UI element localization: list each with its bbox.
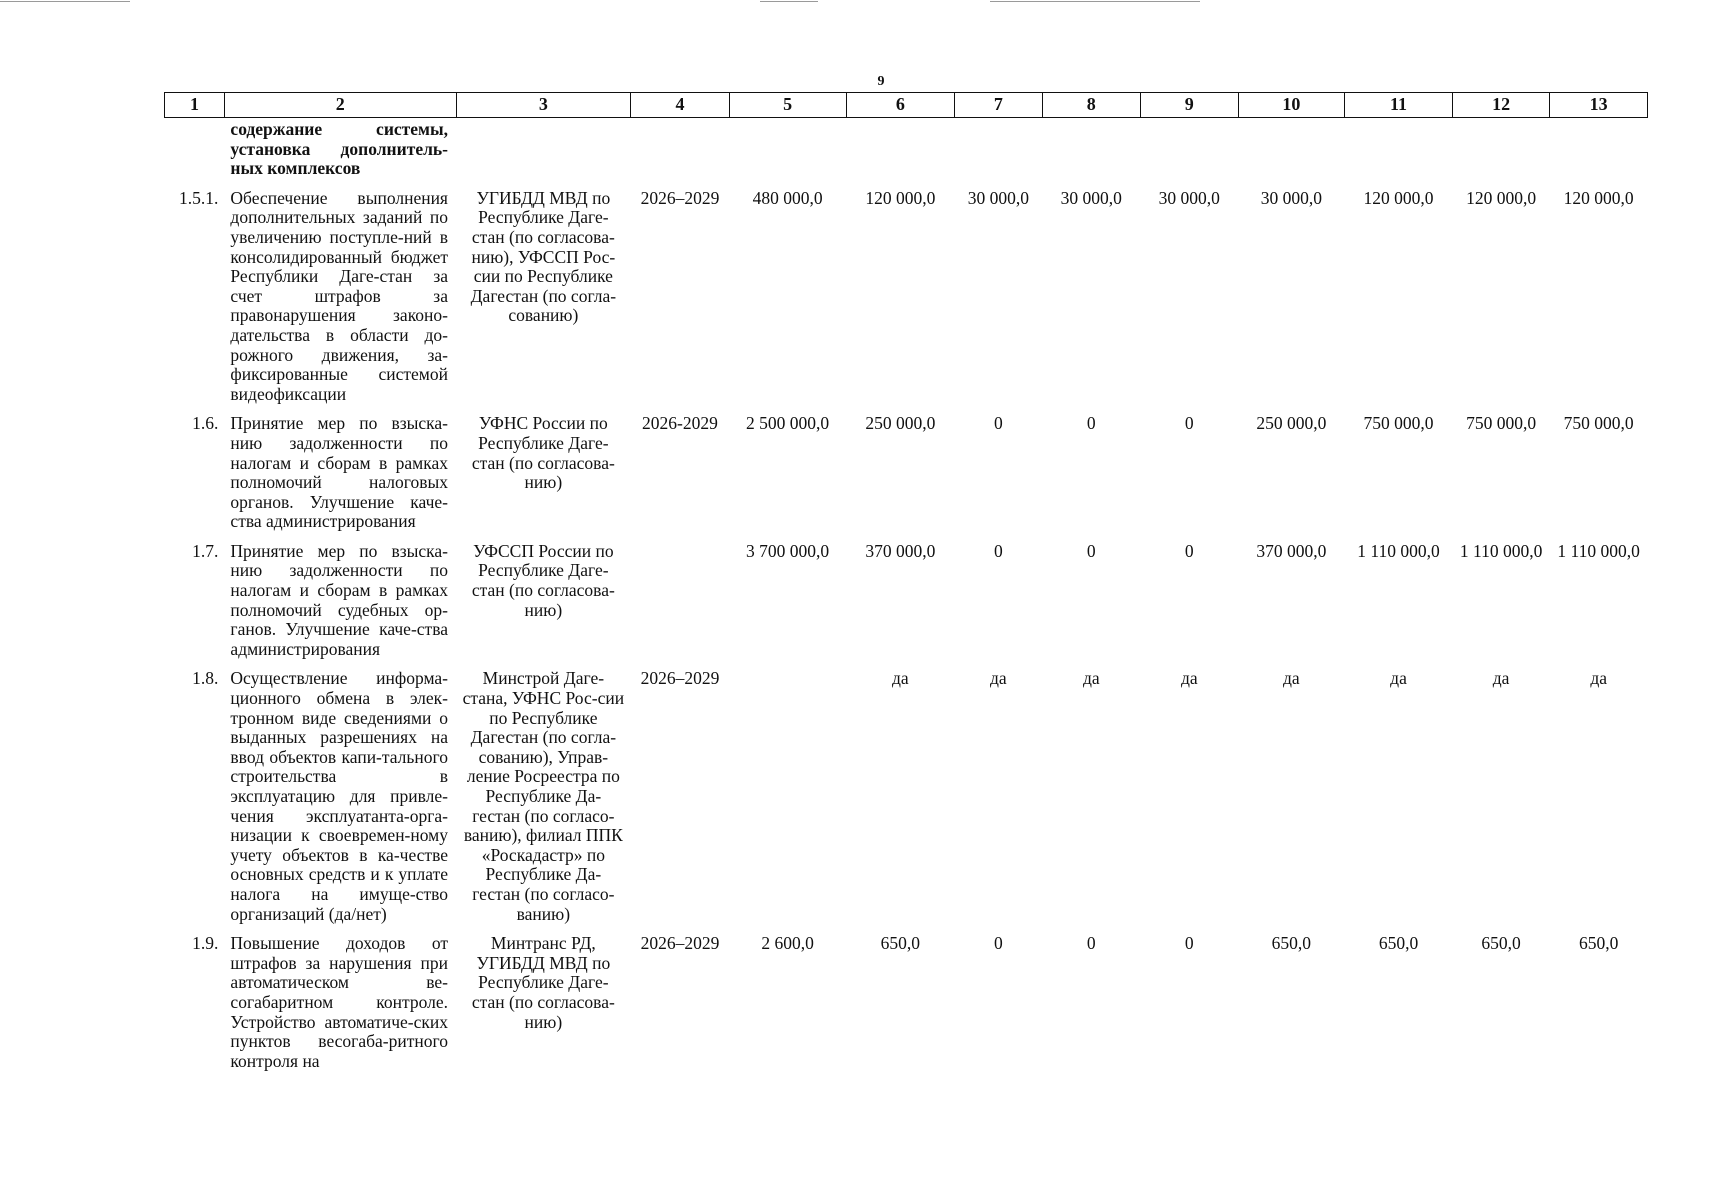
value-col-7 (955, 118, 1042, 189)
row-number (165, 118, 225, 189)
value-col-5 (729, 669, 846, 934)
value-col-10 (1238, 118, 1345, 189)
measure-name: Принятие мер по взыска-нию задолженности по налогам и сборам в рамках полномочий судебных ор-ганов. Улучшение каче-ства администрирования (230, 540, 448, 659)
row-number: 1.7. (192, 540, 219, 561)
value-col-13: 1 110 000,0 (1557, 540, 1640, 561)
value-col-7: да (990, 668, 1007, 689)
value-col-8: да (1082, 668, 1100, 689)
table-row-1-7 (165, 542, 1648, 670)
header-col-5: 5 (729, 93, 846, 118)
value-col-5: 480 000,0 (752, 187, 823, 208)
header-col-3: 3 (456, 93, 631, 118)
header-col-6: 6 (846, 93, 955, 118)
header-row (165, 93, 1648, 118)
value-col-13: 750 000,0 (1563, 413, 1634, 434)
value-col-11 (1345, 118, 1453, 189)
value-col-6: 120 000,0 (865, 187, 936, 208)
measure-name: Принятие мер по взыска-нию задолженности по налогам и сборам в рамках полномочий налоговых органов. Улучшение каче-ства администрирования (230, 413, 448, 532)
header-col-13: 13 (1550, 93, 1648, 118)
value-col-12: 750 000,0 (1466, 413, 1537, 434)
header-col-4: 4 (631, 93, 730, 118)
value-col-5: 2 500 000,0 (746, 413, 830, 434)
executor: УФССП России по Республике Даге-стан (по согласова-нию) (471, 540, 615, 620)
value-col-7: 0 (993, 540, 1003, 561)
executor: Минтранс РД, УГИБДД МВД по Республике Даге-стан (по согласова-нию) (471, 933, 615, 1032)
executor: УФНС России по Республике Даге-стан (по согласова-нию) (471, 413, 615, 493)
value-col-11: 650,0 (1378, 933, 1419, 954)
value-col-9: 0 (1184, 933, 1194, 954)
scan-edge-mid (760, 1, 818, 2)
value-col-5 (729, 118, 846, 189)
header-col-8: 8 (1042, 93, 1141, 118)
value-col-12: да (1492, 668, 1510, 689)
value-col-13 (1550, 118, 1648, 189)
value-col-5: 2 600,0 (761, 933, 814, 954)
value-col-13: да (1590, 668, 1607, 689)
term (631, 542, 730, 670)
value-col-9: 0 (1184, 540, 1194, 561)
header-col-1: 1 (165, 93, 225, 118)
header-col-7: 7 (955, 93, 1042, 118)
header-col-12: 12 (1452, 93, 1550, 118)
value-col-6: 650,0 (880, 933, 921, 954)
value-col-12: 1 110 000,0 (1459, 540, 1543, 561)
value-col-10: 250 000,0 (1256, 413, 1327, 434)
value-col-9 (1141, 118, 1239, 189)
value-col-7: 0 (993, 933, 1003, 954)
executor: Минстрой Даге-стана, УФНС Рос-сии по Республике Дагестан (по согла-сованию), Управ-ление Росреестра по Республике Да-гестан (по согласо-ванию), филиал ППК «Роскадастр» по Республике Да-гестан (по согласо-ванию) (462, 668, 625, 924)
scan-edge-right (990, 1, 1200, 2)
row-number: 1.8. (192, 668, 219, 689)
value-col-9: 0 (1184, 413, 1194, 434)
measures-table (164, 92, 1648, 1081)
row-number: 1.5.1. (179, 187, 219, 208)
executor (456, 118, 631, 189)
table-row-1-8 (165, 669, 1648, 934)
value-col-6: 370 000,0 (865, 540, 936, 561)
value-col-10: 650,0 (1271, 933, 1312, 954)
value-col-8: 0 (1086, 540, 1096, 561)
value-col-5: 3 700 000,0 (746, 540, 830, 561)
measure-name: содержание системы, установка дополнитель-ных комплексов (230, 119, 448, 179)
header-col-11: 11 (1345, 93, 1453, 118)
table-row-1-6 (165, 414, 1648, 542)
value-col-9: да (1180, 668, 1198, 689)
value-col-11: 120 000,0 (1363, 187, 1434, 208)
row-number: 1.6. (192, 413, 219, 434)
term: 2026–2029 (640, 668, 720, 689)
page-number: 9 (877, 74, 885, 89)
value-col-12 (1452, 118, 1550, 189)
value-col-6 (846, 118, 955, 189)
value-col-11: 1 110 000,0 (1357, 540, 1440, 561)
value-col-8: 30 000,0 (1060, 187, 1122, 208)
value-col-13: 120 000,0 (1563, 187, 1634, 208)
value-col-8: 0 (1086, 933, 1096, 954)
value-col-13: 650,0 (1578, 933, 1619, 954)
scan-edge-left (0, 1, 130, 2)
value-col-8 (1042, 118, 1141, 189)
value-col-9: 30 000,0 (1158, 187, 1220, 208)
value-col-12: 120 000,0 (1466, 187, 1537, 208)
measure-name: Обеспечение выполнения дополнительных заданий по увеличению поступле-ний в консолидированный бюджет Республики Даге-стан за счет штрафов за правонарушения законо-дательства в области до-рожного движения, за-фиксированные системой видеофиксации (230, 187, 448, 404)
value-col-12: 650,0 (1481, 933, 1521, 954)
value-col-10: 30 000,0 (1260, 187, 1322, 208)
table-header (165, 93, 1648, 118)
measure-name: Повышение доходов от штрафов за нарушения при автоматическом ве-согабаритном контроле. Устройство автоматиче-ских пунктов весогаба-ритного контроля на (230, 933, 448, 1071)
header-col-9: 9 (1141, 93, 1239, 118)
table-body (165, 118, 1648, 1082)
value-col-7: 0 (993, 413, 1003, 434)
table-row-continuation (165, 118, 1648, 189)
value-col-6: 250 000,0 (865, 413, 936, 434)
value-col-8: 0 (1086, 413, 1096, 434)
value-col-11: 750 000,0 (1363, 413, 1434, 434)
value-col-10: да (1283, 668, 1300, 689)
value-col-10: 370 000,0 (1256, 540, 1327, 561)
row-number: 1.9. (192, 933, 219, 954)
table-row-1-5-1 (165, 189, 1648, 415)
value-col-6: да (892, 668, 909, 689)
measure-name: Осуществление информа-ционного обмена в элек-тронном виде сведениями о выданных разрешениях на ввод объектов капи-тального строительства в эксплуатацию для привле-чения эксплуатанта-орга-низации к своевремен-ному учету объектов в ка-честве основных средств и к уплате налога на имуще-ство организаций (да/нет) (230, 668, 448, 924)
term: 2026–2029 (640, 187, 720, 208)
term: 2026–2029 (640, 933, 720, 954)
table-row-1-9 (165, 934, 1648, 1081)
term (631, 118, 730, 189)
header-col-2: 2 (224, 93, 456, 118)
header-col-10: 10 (1238, 93, 1345, 118)
value-col-7: 30 000,0 (967, 187, 1029, 208)
value-col-11: да (1390, 668, 1407, 689)
executor: УГИБДД МВД по Республике Даге-стан (по согласова-нию), УФССП Рос-сии по Республике Дагестан (по согла-сованию) (470, 187, 617, 326)
term: 2026-2029 (642, 413, 718, 434)
